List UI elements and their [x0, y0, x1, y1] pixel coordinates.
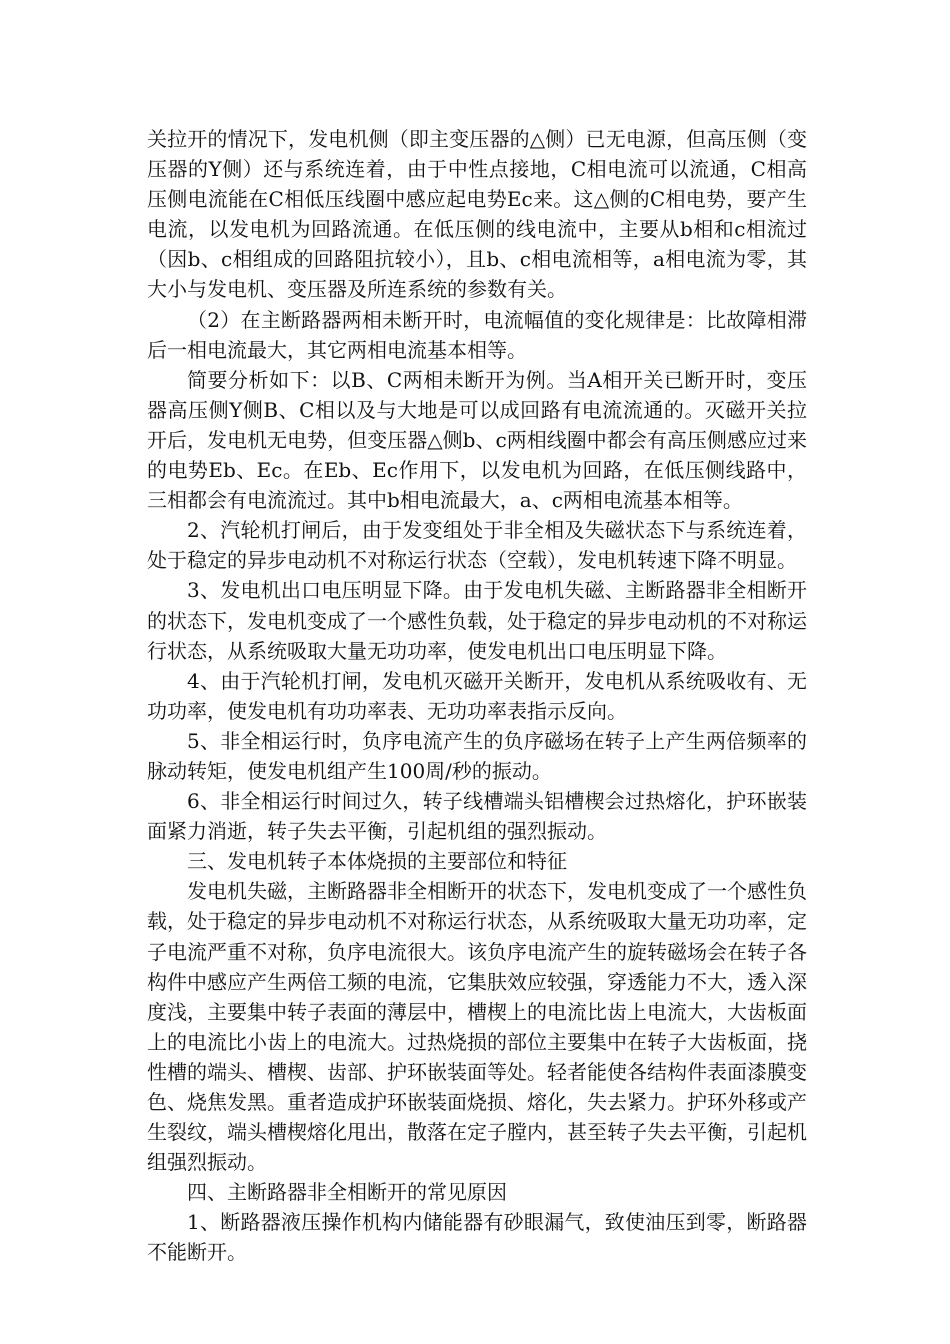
paragraph: 4、由于汽轮机打闸，发电机灭磁开关断开，发电机从系统吸收有、无功功率，使发电机有功功率表、无功功率表指示反向。	[147, 668, 807, 723]
section-heading: 四、主断路器非全相断开的常见原因	[187, 1180, 507, 1205]
paragraph: 简要分析如下：以B、C两相未断开为例。当A相开关已断开时，变压器高压侧Y侧B、C相以及与大地是可以成回路有电流流通的。灭磁开关拉开后，发电机无电势，但变压器△侧b、c两相线圈中都会有高压侧感应过来的电势Eb、Ec。在Eb、Ec作用下，以发电机为回路，在低压侧线路中，三相都会有电流流过。其中b相电流最大，a、c两相电流基本相等。	[147, 367, 807, 513]
paragraph: 关拉开的情况下，发电机侧（即主变压器的△侧）已无电源，但高压侧（变压器的Y侧）还与系统连着，由于中性点接地，C相电流可以流通，C相高压侧电流能在C相低压线圈中感应起电势Ec来。这△侧的C相电势，要产生电流，以发电机为回路流通。在低压侧的线电流中，主要从b相和c相流过（因b、c相组成的回路阻抗较小），且b、c相电流相等，a相电流为零，其大小与发电机、变压器及所连系统的参数有关。	[147, 127, 807, 302]
section-heading: 三、发电机转子本体烧损的主要部位和特征	[187, 849, 567, 874]
paragraph: 5、非全相运行时，负序电流产生的负序磁场在转子上产生两倍频率的脉动转矩，使发电机组产生100周/秒的振动。	[147, 728, 807, 783]
paragraph: 发电机失磁，主断路器非全相断开的状态下，发电机变成了一个感性负载，处于稳定的异步电动机不对称运行状态，从系统吸取大量无功功率，定子电流严重不对称，负序电流很大。该负序电流产生的旋转磁场会在转子各构件中感应产生两倍工频的电流，它集肤效应较强，穿透能力不大，透入深度浅，主要集中转子表面的薄层中，槽楔上的电流比齿上电流大，大齿板面上的电流比小齿上的电流大。过热烧损的部位主要集中在转子大齿板面，挠性槽的端头、槽楔、齿部、护环嵌装面等处。轻者能使各结构件表面漆膜变色、烧焦发黑。重者造成护环嵌装面烧损、熔化，失去紧力。护环外移或产生裂纹，端头槽楔熔化甩出，散落在定子膛内，甚至转子失去平衡，引起机组强烈振动。	[147, 879, 807, 1175]
paragraph: （2）在主断路器两相未断开时，电流幅值的变化规律是：比故障相滞后一相电流最大，其它两相电流基本相等。	[147, 307, 807, 362]
paragraph: 6、非全相运行时间过久，转子线槽端头铝槽楔会过热熔化，护环嵌装面紧力消逝，转子失去平衡，引起机组的强烈振动。	[147, 789, 807, 844]
document-body	[147, 124, 807, 1268]
paragraph: 3、发电机出口电压明显下降。由于发电机失磁、主断路器非全相断开的状态下，发电机变成了一个感性负载，处于稳定的异步电动机的不对称运行状态，从系统吸取大量无功功率，使发电机出口电压明显下降。	[147, 578, 807, 663]
paragraph: 1、断路器液压操作机构内储能器有砂眼漏气，致使油压到零，断路器不能断开。	[147, 1210, 807, 1265]
paragraph: 2、汽轮机打闸后，由于发变组处于非全相及失磁状态下与系统连着，处于稳定的异步电动机不对称运行状态（空载），发电机转速下降不明显。	[147, 518, 807, 573]
